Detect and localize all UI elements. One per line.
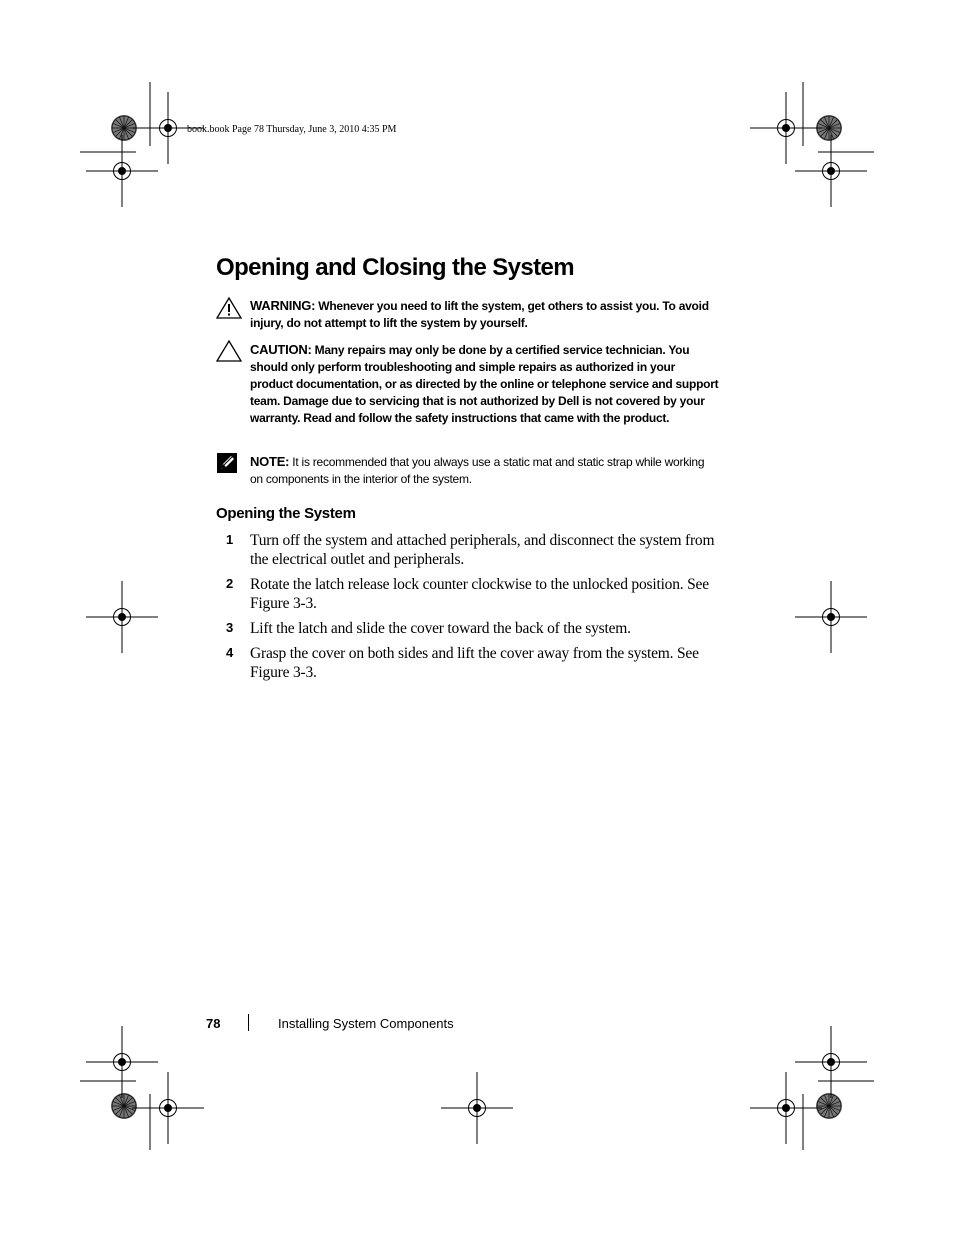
list-item xyxy=(226,619,716,638)
warning-notice xyxy=(250,297,720,332)
caution-label: CAUTION: xyxy=(250,342,312,357)
step-text: Turn off the system and attached peripherals, and disconnect the system from the electrical outlet and peripherals. xyxy=(250,532,715,568)
step-number: 2 xyxy=(226,576,234,591)
page-number: 78 xyxy=(206,1016,221,1031)
note-notice xyxy=(250,453,720,488)
caution-triangle-icon xyxy=(216,340,242,367)
warning-text: Whenever you need to lift the system, get others to assist you. To avoid injury, do not attempt to lift the system by yourself. xyxy=(250,299,709,330)
note-pencil-icon xyxy=(216,452,238,479)
list-item xyxy=(226,531,716,569)
page-title: Opening and Closing the System xyxy=(216,254,575,281)
steps-list xyxy=(226,531,716,688)
step-number: 3 xyxy=(226,620,234,635)
list-item xyxy=(226,644,716,682)
caution-text: Many repairs may only be done by a certified service technician. You should only perform troubleshooting and simple repairs as authorized in your product documentation, or as directed by the online or telephone service and support team. Damage due to servicing that is not authorized by Dell is not covered by your warranty. Read and follow the safety instructions that came with the product. xyxy=(250,343,719,425)
print-slug: book.book Page 78 Thursday, June 3, 2010 4:35 PM xyxy=(187,124,397,135)
step-text: Rotate the latch release lock counter clockwise to the unlocked position. See Figure 3-3. xyxy=(250,576,709,612)
step-text: Lift the latch and slide the cover toward the back of the system. xyxy=(250,620,631,637)
warning-label: WARNING: xyxy=(250,298,316,313)
step-text: Grasp the cover on both sides and lift the cover away from the system. See Figure 3-3. xyxy=(250,645,699,681)
step-number: 4 xyxy=(226,645,234,660)
list-item xyxy=(226,575,716,613)
footer-divider xyxy=(248,1014,249,1031)
caution-notice xyxy=(250,341,720,427)
note-label: NOTE: xyxy=(250,454,290,469)
note-text: It is recommended that you always use a static mat and static strap while working on components in the interior of the system. xyxy=(250,455,705,486)
chapter-title: Installing System Components xyxy=(278,1016,454,1031)
section-heading: Opening the System xyxy=(216,505,356,522)
step-number: 1 xyxy=(226,532,234,547)
warning-triangle-icon xyxy=(216,297,242,324)
